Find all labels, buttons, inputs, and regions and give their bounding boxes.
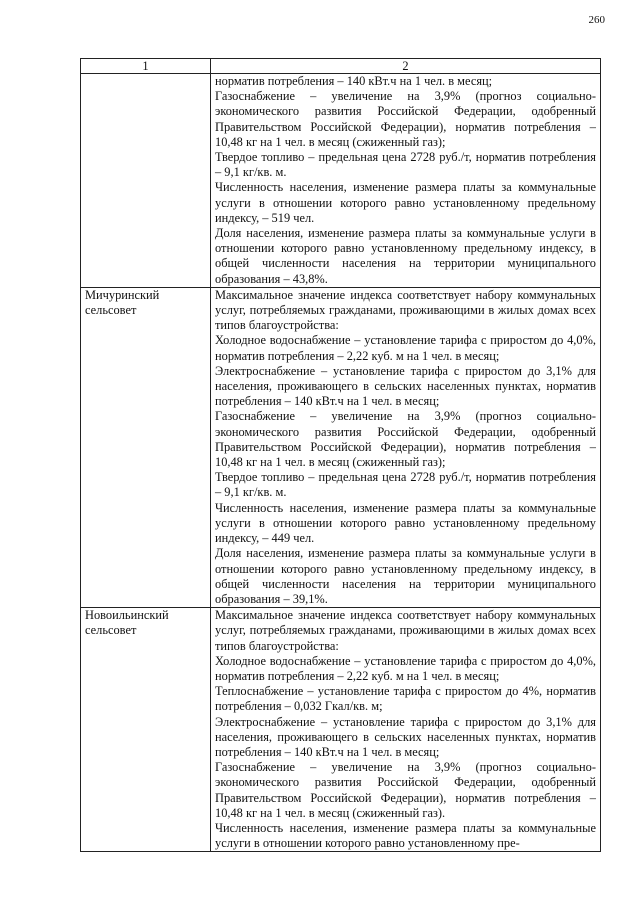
table-row: [81, 608, 601, 852]
index-description: [211, 608, 601, 852]
municipality-name: Новоильинский сельсовет: [81, 608, 211, 852]
paragraph: Газоснабжение – увеличение на 3,9% (прогноз социально-экономического развития Российской Федерации, одобренный Правительством Российской Федерации), норматив потребления – 10,48 кг на 1 чел. в месяц (сжиженный газ);: [215, 409, 596, 470]
index-description: [211, 287, 601, 607]
table-row: [81, 74, 601, 288]
column-header-1: 1: [81, 59, 211, 74]
municipality-name: Мичуринский сельсовет: [81, 287, 211, 607]
table-header-row: [81, 59, 601, 74]
paragraph: Газоснабжение – увеличение на 3,9% (прогноз социально-экономического развития Российской Федерации, одобренный Правительством Российской Федерации), норматив потребления – 10,48 кг на 1 чел. в месяц (сжиженный газ);: [215, 89, 596, 149]
paragraph: Электроснабжение – установление тарифа с приростом до 3,1% для населения, проживающего в сельских населенных пунктах, норматив потребления – 140 кВт.ч на 1 чел. в месяц;: [215, 714, 596, 759]
document-table: [80, 58, 601, 852]
municipality-name: [81, 74, 211, 288]
paragraph: Максимальное значение индекса соответствует набору коммунальных услуг, потребляемых гражданами, проживающими в жилых домах всех типов благоустройства:: [215, 608, 596, 653]
paragraph: Доля населения, изменение размера платы за коммунальные услуги в отношении которого равно установленному предельному индексу, в общей численности населения на территории муниципального образования – 39,1%.: [215, 546, 596, 606]
paragraph: Холодное водоснабжение – установление тарифа с приростом до 4,0%, норматив потребления – 2,22 куб. м на 1 чел. в месяц;: [215, 653, 596, 683]
table-row: [81, 287, 601, 607]
paragraph: Максимальное значение индекса соответствует набору коммунальных услуг, потребляемых гражданами, проживающими в жилых домах всех типов благоустройства:: [215, 287, 596, 333]
index-description: [211, 74, 601, 288]
paragraph: Теплоснабжение – установление тарифа с приростом до 4%, норматив потребления – 0,032 Гкал/кв. м;: [215, 684, 596, 714]
paragraph: Твердое топливо – предельная цена 2728 руб./т, норматив потребления – 9,1 кг/кв. м.: [215, 470, 596, 500]
paragraph: Численность населения, изменение размера платы за коммунальные услуги в отношении которого равно установленному предельному индексу, – 519 чел.: [215, 180, 596, 225]
paragraph: Холодное водоснабжение – установление тарифа с приростом до 4,0%, норматив потребления – 2,22 куб. м на 1 чел. в месяц;: [215, 333, 596, 363]
paragraph: Численность населения, изменение размера платы за коммунальные услуги в отношении которого равно установленному предельному индексу, – 449 чел.: [215, 500, 596, 546]
paragraph: Численность населения, изменение размера платы за коммунальные услуги в отношении которого равно установленному пре-: [215, 820, 596, 851]
page-number: 260: [588, 14, 605, 26]
paragraph: Твердое топливо – предельная цена 2728 руб./т, норматив потребления – 9,1 кг/кв. м.: [215, 150, 596, 180]
paragraph: Газоснабжение – увеличение на 3,9% (прогноз социально-экономического развития Российской Федерации, одобренный Правительством Российской Федерации), норматив потребления – 10,48 кг на 1 чел. в месяц (сжиженный газ).: [215, 760, 596, 820]
column-header-2: 2: [211, 59, 601, 74]
paragraph: норматив потребления – 140 кВт.ч на 1 чел. в месяц;: [215, 74, 493, 88]
paragraph: Электроснабжение – установление тарифа с приростом до 3,1% для населения, проживающего в сельских населенных пунктах, норматив потребления – 140 кВт.ч на 1 чел. в месяц;: [215, 363, 596, 409]
paragraph: Доля населения, изменение размера платы за коммунальные услуги в отношении которого равно установленному предельному индексу, в общей численности населения на территории муниципального образования – 43,8%.: [215, 226, 596, 286]
